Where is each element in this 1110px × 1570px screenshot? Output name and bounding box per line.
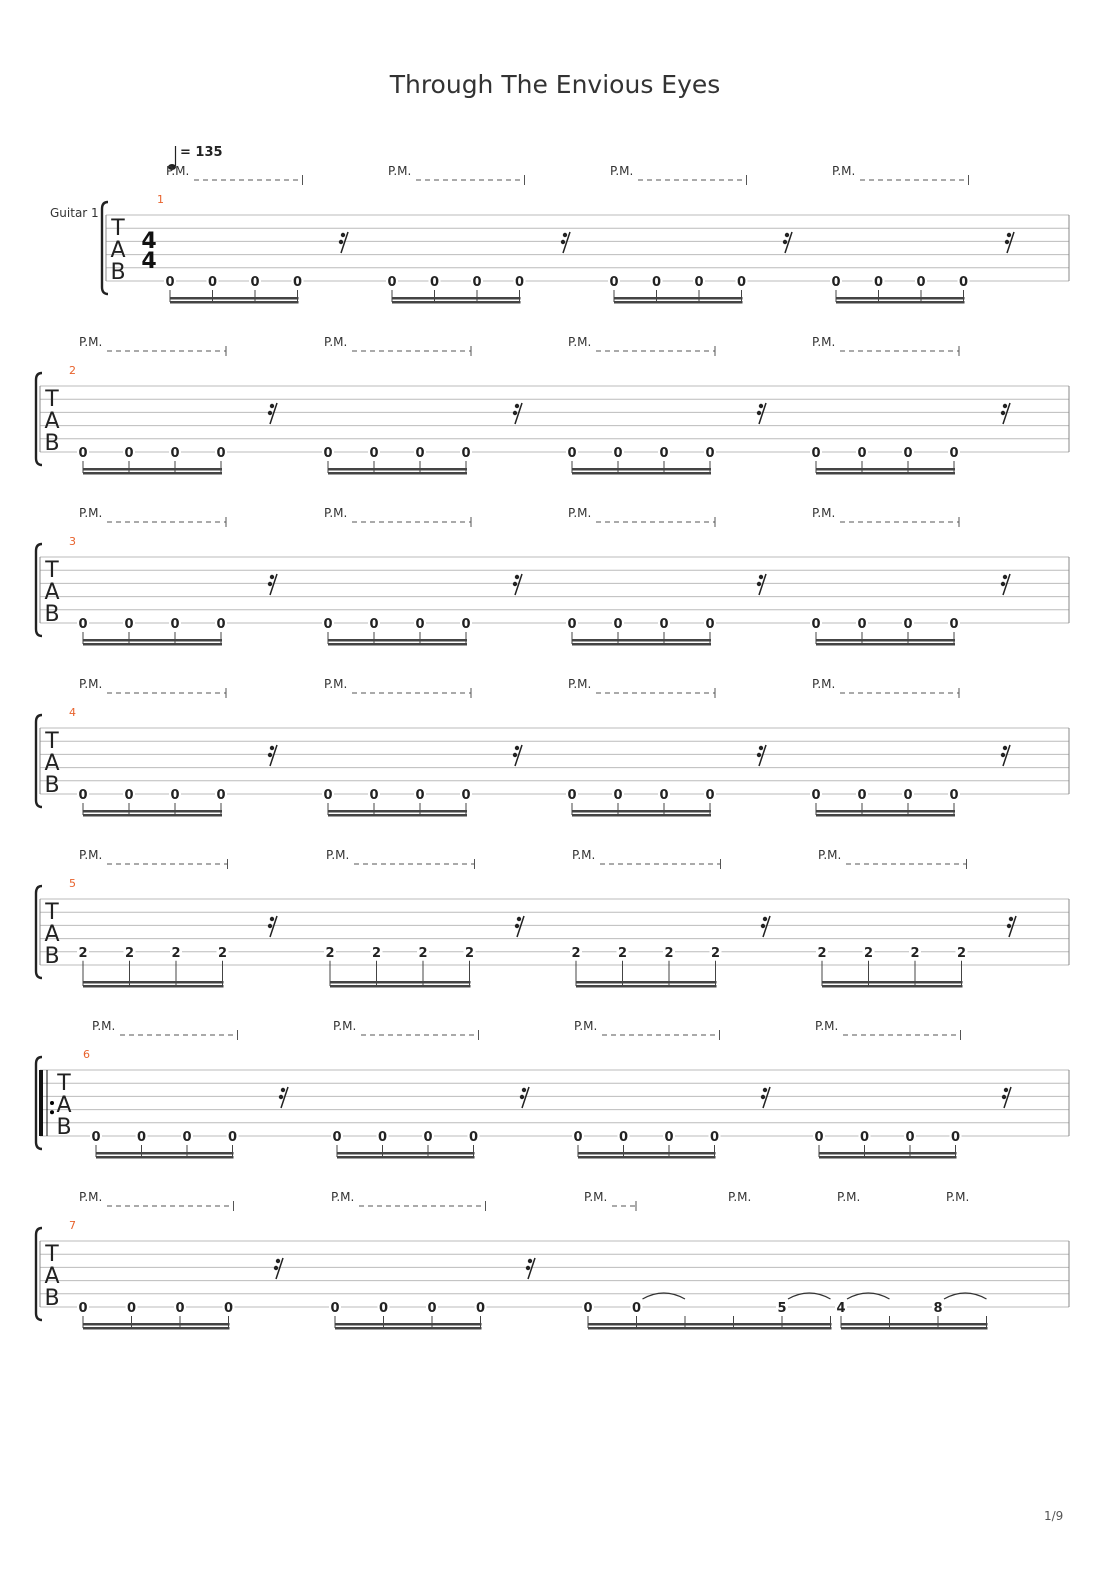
rest-dot bbox=[761, 924, 765, 928]
fret-number: 0 bbox=[613, 788, 623, 803]
palm-mute-label: P.M. bbox=[837, 1190, 861, 1204]
fret-number: 0 bbox=[223, 1301, 234, 1316]
tab-clef-letter: T bbox=[57, 1071, 71, 1096]
fret-number: 0 bbox=[415, 446, 425, 461]
rest-dot bbox=[270, 575, 274, 579]
fret-number: 0 bbox=[461, 446, 471, 461]
fret-number: 0 bbox=[811, 617, 821, 632]
fret-number: 5 bbox=[777, 1301, 787, 1316]
rest-dot bbox=[513, 411, 517, 415]
tempo-marking: = 135 bbox=[180, 145, 223, 160]
rest-dot bbox=[515, 746, 519, 750]
fret-number: 2 bbox=[664, 945, 674, 961]
fret-number: 0 bbox=[323, 788, 333, 803]
palm-mute-label: P.M. bbox=[333, 1019, 357, 1033]
fret-number: 0 bbox=[461, 617, 471, 632]
fret-number: 0 bbox=[618, 1130, 629, 1145]
time-signature-bottom: 4 bbox=[141, 249, 157, 274]
fret-number: 0 bbox=[905, 1130, 915, 1145]
rest-dot bbox=[783, 240, 787, 244]
palm-mute-label: P.M. bbox=[324, 335, 348, 349]
repeat-thick-bar bbox=[39, 1070, 43, 1136]
beam-secondary bbox=[822, 985, 963, 988]
rest-dot bbox=[1001, 753, 1005, 757]
rest-dot bbox=[1002, 1095, 1006, 1099]
fret-number: 0 bbox=[514, 275, 525, 290]
rest-dot bbox=[1003, 404, 1007, 408]
repeat-dot bbox=[50, 1101, 54, 1105]
fret-number: 0 bbox=[567, 617, 577, 632]
fret-number: 0 bbox=[78, 617, 88, 632]
tab-clef-letter: A bbox=[44, 751, 60, 776]
rest-dot bbox=[763, 1088, 767, 1092]
fret-number: 0 bbox=[124, 788, 134, 803]
fret-number: 2 bbox=[910, 945, 920, 961]
fret-number: 0 bbox=[613, 617, 623, 632]
fret-number: 2 bbox=[371, 945, 382, 961]
fret-number: 0 bbox=[736, 275, 747, 290]
beam-primary bbox=[83, 639, 222, 642]
fret-number: 0 bbox=[567, 446, 577, 461]
rest-dot bbox=[759, 575, 763, 579]
beam-secondary bbox=[83, 985, 224, 988]
system-bracket bbox=[102, 202, 108, 294]
beam-primary bbox=[836, 297, 965, 300]
beam-primary bbox=[816, 639, 955, 642]
fret-number: 0 bbox=[378, 1301, 389, 1316]
fret-number: 0 bbox=[664, 1130, 674, 1145]
fret-number: 0 bbox=[903, 788, 913, 803]
palm-mute-label: P.M. bbox=[946, 1190, 970, 1204]
beam-secondary bbox=[392, 301, 521, 304]
rest-dot bbox=[270, 917, 274, 921]
beam-primary bbox=[578, 1152, 716, 1155]
beam-secondary bbox=[816, 643, 955, 646]
palm-mute-label: P.M. bbox=[79, 677, 103, 691]
fret-number: 0 bbox=[175, 1301, 185, 1316]
measure-number: 3 bbox=[69, 535, 76, 548]
beam-secondary bbox=[170, 301, 299, 304]
fret-number: 0 bbox=[126, 1301, 137, 1316]
tab-clef-letter: B bbox=[110, 260, 126, 285]
tab-clef-letter: T bbox=[45, 1242, 59, 1267]
rest-dot bbox=[1005, 240, 1009, 244]
palm-mute-label: P.M. bbox=[388, 164, 412, 178]
fret-number: 0 bbox=[873, 275, 884, 290]
fret-number: 0 bbox=[659, 788, 669, 803]
fret-number: 0 bbox=[857, 446, 867, 461]
rest-dot bbox=[522, 1088, 526, 1092]
tab-clef-letter: B bbox=[44, 773, 60, 798]
beam-primary bbox=[572, 810, 711, 813]
tab-clef-letter: B bbox=[44, 944, 60, 969]
beam-secondary bbox=[335, 1327, 482, 1330]
fret-number: 0 bbox=[609, 275, 619, 290]
beam-primary bbox=[816, 468, 955, 471]
measure-number: 7 bbox=[69, 1219, 76, 1232]
fret-number: 0 bbox=[857, 617, 867, 632]
rest-dot bbox=[1001, 582, 1005, 586]
beam-secondary bbox=[328, 472, 467, 475]
rest-dot bbox=[1007, 233, 1011, 237]
beam-secondary bbox=[330, 985, 471, 988]
system-bracket bbox=[36, 1228, 42, 1320]
fret-number: 0 bbox=[387, 275, 397, 290]
beam-secondary bbox=[83, 1327, 230, 1330]
fret-number: 8 bbox=[933, 1301, 943, 1316]
beam-primary bbox=[328, 468, 467, 471]
fret-number: 2 bbox=[863, 945, 874, 961]
fret-number: 0 bbox=[330, 1301, 340, 1316]
tab-clef-letter: A bbox=[44, 922, 60, 947]
track-label: Guitar 1 bbox=[50, 206, 99, 220]
fret-number: 0 bbox=[182, 1130, 192, 1145]
beam-secondary bbox=[614, 301, 743, 304]
beam-primary bbox=[576, 981, 717, 984]
beam-primary bbox=[572, 639, 711, 642]
fret-number: 2 bbox=[710, 945, 721, 961]
beam-primary bbox=[392, 297, 521, 300]
beam-secondary bbox=[836, 301, 965, 304]
rest-dot bbox=[757, 411, 761, 415]
fret-number: 2 bbox=[78, 945, 88, 961]
beam-primary bbox=[588, 1323, 832, 1326]
rest-dot bbox=[1007, 924, 1011, 928]
beam-primary bbox=[614, 297, 743, 300]
fret-number: 2 bbox=[124, 945, 135, 961]
beam-primary bbox=[83, 981, 224, 984]
tab-clef-letter: B bbox=[44, 1286, 60, 1311]
fret-number: 0 bbox=[705, 617, 715, 632]
palm-mute-label: P.M. bbox=[324, 506, 348, 520]
rest-dot bbox=[268, 753, 272, 757]
palm-mute-label: P.M. bbox=[610, 164, 634, 178]
tab-clef-letter: A bbox=[44, 409, 60, 434]
beam-primary bbox=[330, 981, 471, 984]
fret-number: 0 bbox=[659, 617, 669, 632]
fret-number: 0 bbox=[369, 617, 379, 632]
rest-dot bbox=[757, 753, 761, 757]
beam-primary bbox=[335, 1323, 482, 1326]
beam-secondary bbox=[83, 814, 222, 817]
rest-dot bbox=[759, 746, 763, 750]
fret-number: 0 bbox=[613, 446, 623, 461]
fret-number: 0 bbox=[475, 1301, 486, 1316]
beam-secondary bbox=[841, 1327, 988, 1330]
beam-primary bbox=[83, 468, 222, 471]
beam-primary bbox=[96, 1152, 234, 1155]
fret-number: 0 bbox=[369, 788, 379, 803]
fret-number: 2 bbox=[171, 945, 181, 961]
fret-number: 2 bbox=[956, 945, 967, 961]
rest-dot bbox=[339, 240, 343, 244]
fret-number: 0 bbox=[814, 1130, 824, 1145]
palm-mute-label: P.M. bbox=[832, 164, 856, 178]
fret-number: 0 bbox=[831, 275, 841, 290]
rest-dot bbox=[526, 1266, 530, 1270]
fret-number: 2 bbox=[571, 945, 581, 961]
beam-secondary bbox=[572, 814, 711, 817]
fret-number: 0 bbox=[136, 1130, 147, 1145]
fret-number: 0 bbox=[427, 1301, 437, 1316]
page-number: 1/9 bbox=[1044, 1509, 1064, 1523]
rest-dot bbox=[515, 404, 519, 408]
fret-number: 0 bbox=[949, 617, 959, 632]
fret-number: 0 bbox=[705, 446, 715, 461]
beam-secondary bbox=[83, 472, 222, 475]
beam-secondary bbox=[588, 1327, 832, 1330]
rest-dot bbox=[561, 240, 565, 244]
tab-clef-letter: T bbox=[45, 729, 59, 754]
fret-number: 0 bbox=[811, 788, 821, 803]
beam-primary bbox=[328, 810, 467, 813]
fret-number: 0 bbox=[170, 788, 180, 803]
tab-clef-letter: A bbox=[110, 238, 126, 263]
fret-number: 0 bbox=[903, 446, 913, 461]
fret-number: 0 bbox=[573, 1130, 583, 1145]
fret-number: 0 bbox=[472, 275, 482, 290]
beam-secondary bbox=[83, 643, 222, 646]
palm-mute-label: P.M. bbox=[79, 1190, 103, 1204]
rest-dot bbox=[279, 1095, 283, 1099]
beam-secondary bbox=[578, 1156, 716, 1159]
fret-number: 0 bbox=[377, 1130, 388, 1145]
measure-number: 5 bbox=[69, 877, 76, 890]
fret-number: 2 bbox=[617, 945, 628, 961]
rest-dot bbox=[268, 411, 272, 415]
fret-number: 0 bbox=[949, 446, 959, 461]
fret-number: 0 bbox=[292, 275, 303, 290]
fret-number: 0 bbox=[165, 275, 175, 290]
fret-number: 0 bbox=[332, 1130, 342, 1145]
tab-clef-letter: A bbox=[44, 580, 60, 605]
fret-number: 0 bbox=[216, 446, 226, 461]
fret-number: 0 bbox=[631, 1301, 642, 1316]
palm-mute-label: P.M. bbox=[326, 848, 350, 862]
beam-secondary bbox=[576, 985, 717, 988]
fret-number: 0 bbox=[429, 275, 440, 290]
fret-number: 0 bbox=[415, 788, 425, 803]
palm-mute-label: P.M. bbox=[568, 677, 592, 691]
palm-mute-label: P.M. bbox=[331, 1190, 355, 1204]
fret-number: 0 bbox=[583, 1301, 593, 1316]
palm-mute-label: P.M. bbox=[812, 506, 836, 520]
rest-dot bbox=[513, 753, 517, 757]
rest-dot bbox=[563, 233, 567, 237]
rest-dot bbox=[1001, 411, 1005, 415]
fret-number: 0 bbox=[216, 617, 226, 632]
palm-mute-label: P.M. bbox=[728, 1190, 752, 1204]
tab-clef-letter: T bbox=[45, 900, 59, 925]
system-bracket bbox=[36, 886, 42, 978]
rest-dot bbox=[341, 233, 345, 237]
palm-mute-label: P.M. bbox=[166, 164, 190, 178]
beam-secondary bbox=[816, 472, 955, 475]
beam-primary bbox=[328, 639, 467, 642]
fret-number: 0 bbox=[651, 275, 662, 290]
fret-number: 0 bbox=[567, 788, 577, 803]
fret-number: 0 bbox=[124, 446, 134, 461]
beam-primary bbox=[170, 297, 299, 300]
rest-dot bbox=[270, 404, 274, 408]
palm-mute-label: P.M. bbox=[815, 1019, 839, 1033]
beam-primary bbox=[83, 810, 222, 813]
beam-primary bbox=[83, 1323, 230, 1326]
beam-secondary bbox=[328, 814, 467, 817]
rest-dot bbox=[515, 924, 519, 928]
rest-dot bbox=[763, 917, 767, 921]
tab-clef-letter: T bbox=[45, 558, 59, 583]
beam-primary bbox=[822, 981, 963, 984]
fret-number: 0 bbox=[705, 788, 715, 803]
fret-number: 0 bbox=[423, 1130, 433, 1145]
time-signature-top: 4 bbox=[141, 229, 157, 254]
fret-number: 0 bbox=[78, 788, 88, 803]
palm-mute-label: P.M. bbox=[574, 1019, 598, 1033]
beam-secondary bbox=[328, 643, 467, 646]
rest-dot bbox=[1003, 575, 1007, 579]
palm-mute-label: P.M. bbox=[812, 677, 836, 691]
tab-clef-letter: T bbox=[45, 387, 59, 412]
rest-dot bbox=[528, 1259, 532, 1263]
system-bracket bbox=[36, 544, 42, 636]
system-bracket bbox=[36, 373, 42, 465]
beam-secondary bbox=[572, 643, 711, 646]
palm-mute-label: P.M. bbox=[79, 506, 103, 520]
fret-number: 0 bbox=[916, 275, 926, 290]
fret-number: 0 bbox=[323, 617, 333, 632]
tab-clef-letter: A bbox=[56, 1093, 72, 1118]
palm-mute-label: P.M. bbox=[79, 335, 103, 349]
fret-number: 0 bbox=[903, 617, 913, 632]
rest-dot bbox=[281, 1088, 285, 1092]
tab-clef-letter: B bbox=[44, 602, 60, 627]
tab-clef-letter: B bbox=[44, 431, 60, 456]
fret-number: 0 bbox=[124, 617, 134, 632]
tab-clef-letter: T bbox=[111, 216, 125, 241]
beam-primary bbox=[819, 1152, 957, 1155]
palm-mute-label: P.M. bbox=[572, 848, 596, 862]
beam-secondary bbox=[337, 1156, 475, 1159]
palm-mute-label: P.M. bbox=[324, 677, 348, 691]
palm-mute-label: P.M. bbox=[818, 848, 842, 862]
fret-number: 0 bbox=[857, 788, 867, 803]
rest-dot bbox=[761, 1095, 765, 1099]
fret-number: 0 bbox=[216, 788, 226, 803]
fret-number: 0 bbox=[369, 446, 379, 461]
song-title: Through The Envious Eyes bbox=[389, 70, 721, 99]
beam-secondary bbox=[572, 472, 711, 475]
fret-number: 0 bbox=[694, 275, 704, 290]
beam-primary bbox=[572, 468, 711, 471]
measure-number: 6 bbox=[83, 1048, 90, 1061]
rest-dot bbox=[274, 1266, 278, 1270]
fret-number: 2 bbox=[464, 945, 475, 961]
fret-number: 0 bbox=[78, 446, 88, 461]
measure-number: 4 bbox=[69, 706, 76, 719]
palm-mute-label: P.M. bbox=[812, 335, 836, 349]
fret-number: 0 bbox=[78, 1301, 88, 1316]
fret-number: 0 bbox=[468, 1130, 479, 1145]
beam-primary bbox=[841, 1323, 988, 1326]
fret-number: 0 bbox=[811, 446, 821, 461]
fret-number: 0 bbox=[250, 275, 260, 290]
fret-number: 2 bbox=[418, 945, 428, 961]
fret-number: 0 bbox=[461, 788, 471, 803]
palm-mute-label: P.M. bbox=[568, 506, 592, 520]
rest-dot bbox=[520, 1095, 524, 1099]
fret-number: 0 bbox=[709, 1130, 720, 1145]
fret-number: 2 bbox=[817, 945, 827, 961]
rest-dot bbox=[268, 582, 272, 586]
palm-mute-label: P.M. bbox=[92, 1019, 116, 1033]
palm-mute-label: P.M. bbox=[79, 848, 103, 862]
beam-secondary bbox=[96, 1156, 234, 1159]
fret-number: 0 bbox=[170, 446, 180, 461]
rest-dot bbox=[270, 746, 274, 750]
fret-number: 4 bbox=[836, 1301, 846, 1316]
fret-number: 0 bbox=[323, 446, 333, 461]
fret-number: 2 bbox=[325, 945, 335, 961]
fret-number: 0 bbox=[958, 275, 969, 290]
palm-mute-label: P.M. bbox=[584, 1190, 608, 1204]
rest-dot bbox=[276, 1259, 280, 1263]
fret-number: 0 bbox=[949, 788, 959, 803]
beam-secondary bbox=[816, 814, 955, 817]
fret-number: 0 bbox=[859, 1130, 870, 1145]
fret-number: 0 bbox=[207, 275, 218, 290]
rest-dot bbox=[513, 582, 517, 586]
rest-dot bbox=[1009, 917, 1013, 921]
beam-primary bbox=[816, 810, 955, 813]
rest-dot bbox=[517, 917, 521, 921]
rest-dot bbox=[759, 404, 763, 408]
rest-dot bbox=[1003, 746, 1007, 750]
beam-primary bbox=[337, 1152, 475, 1155]
fret-number: 0 bbox=[170, 617, 180, 632]
system-bracket bbox=[36, 715, 42, 807]
fret-number: 0 bbox=[415, 617, 425, 632]
tab-clef-letter: A bbox=[44, 1264, 60, 1289]
rest-dot bbox=[1004, 1088, 1008, 1092]
rest-dot bbox=[515, 575, 519, 579]
measure-number: 2 bbox=[69, 364, 76, 377]
rest-dot bbox=[268, 924, 272, 928]
fret-number: 0 bbox=[227, 1130, 238, 1145]
rest-dot bbox=[785, 233, 789, 237]
fret-number: 2 bbox=[217, 945, 228, 961]
fret-number: 0 bbox=[659, 446, 669, 461]
beam-secondary bbox=[819, 1156, 957, 1159]
measure-number: 1 bbox=[157, 193, 164, 206]
repeat-dot bbox=[50, 1110, 54, 1114]
tab-clef-letter: B bbox=[56, 1115, 72, 1140]
palm-mute-label: P.M. bbox=[568, 335, 592, 349]
fret-number: 0 bbox=[91, 1130, 101, 1145]
rest-dot bbox=[757, 582, 761, 586]
fret-number: 0 bbox=[950, 1130, 961, 1145]
